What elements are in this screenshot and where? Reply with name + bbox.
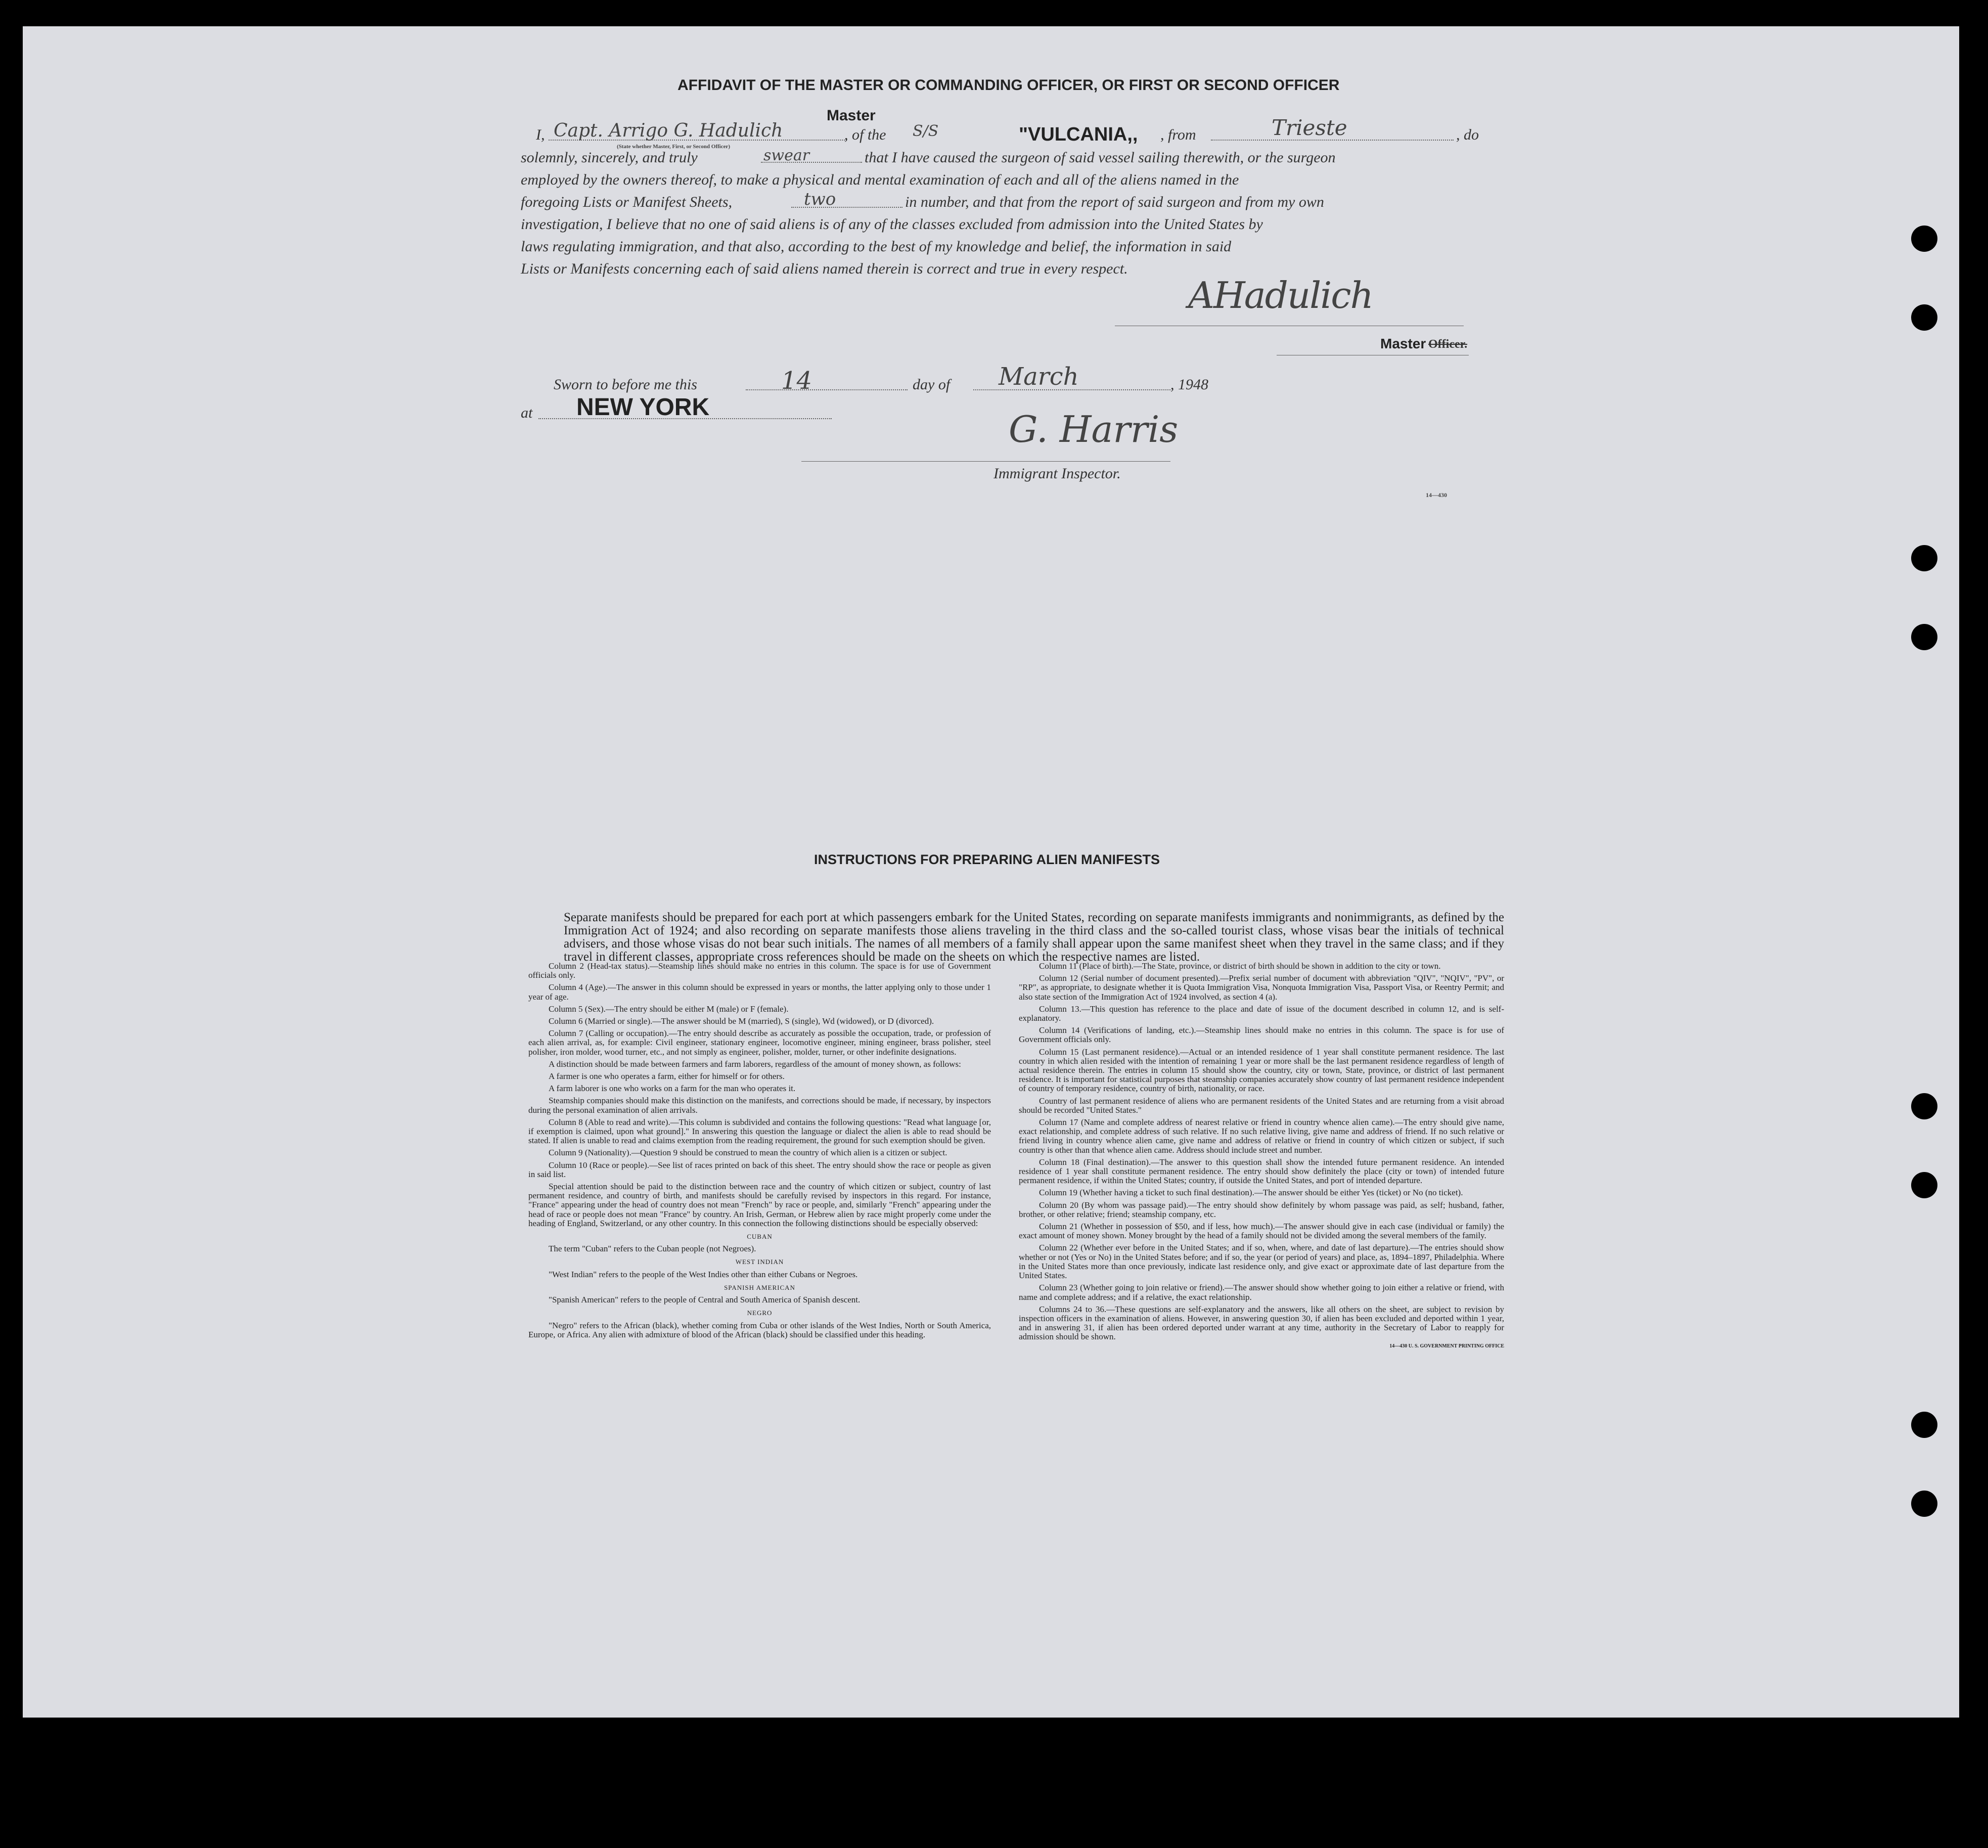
column-7-farmer: A farmer is one who operates a farm, either for himself or for others. <box>549 1071 785 1081</box>
form-number: 14—430 <box>1426 491 1447 499</box>
text-from: , from <box>1160 126 1196 143</box>
column-6-note: Column 6 (Married or single).—The answer should be M (married), S (single), Wd (widowed), or D (divorced). <box>549 1016 934 1026</box>
signer-title-officer: Officer. <box>1428 338 1468 351</box>
text-of-the: , of the <box>844 126 886 143</box>
vessel-type: S/S <box>913 122 939 140</box>
sworn-place: NEW YORK <box>576 394 710 421</box>
column-21-note: Column 21 (Whether in possession of $50, and if less, how much).—The answer should give in each case (individual or family) the exact amount of money shown. Money brought by the head of a family should not be divided among the several members of the family. <box>1019 1222 1504 1241</box>
west-indian-note: "West Indian" refers to the people of the West Indies other than either Cubans or Negroes. <box>549 1269 858 1279</box>
binder-hole <box>1911 1412 1937 1438</box>
binder-hole <box>1911 624 1937 650</box>
instructions-right-column <box>1019 962 1504 1351</box>
column-9-note: Column 9 (Nationality).—Question 9 should be construed to mean the country of which alien is a citizen or subject. <box>549 1148 947 1158</box>
sheet-count: two <box>804 189 836 209</box>
binder-hole <box>1911 1172 1937 1198</box>
inspector-signature: G. Harris <box>1009 408 1179 450</box>
instructions-intro: Separate manifests should be prepared for each port at which passengers embark for the United States, recording on separate manifests immigrants and nonimmigrants, as defined by the Immigration Act of 1924; and also recording on separate manifests those aliens traveling in the third class and the so-called tourist class, whose visas bear the initials of technical advisers, and those whose visas do not bear such initials. The names of all members of a family shall appear upon the same manifest sheet when they travel in the same class; and if they travel in different classes, appropriate cross references should be made on the sheets on which the respective names are listed. <box>564 911 1504 964</box>
column-10-attention: Special attention should be paid to the distinction between race and the country of which citizen or subject, country of last permanent residence, and country of birth, and manifests should be carefully revised by inspectors in this regard. For instance, "France" appearing under the head of country does not mean "French" by race or people, and, similarly "French" appearing under the head of race or people does not mean "France" by country. An Irish, German, or Hebrew alien by race might properly come under the heading of England, Switzerland, or any other country. In this connection the following distinctions should be especially observed: <box>528 1182 991 1228</box>
instructions-title: INSTRUCTIONS FOR PREPARING ALIEN MANIFESTS <box>814 852 1160 867</box>
heading-west-indian: WEST INDIAN <box>735 1258 784 1266</box>
text-line2: that I have caused the surgeon of said vessel sailing therewith, or the surgeon <box>865 149 1336 166</box>
text-i: I, <box>536 126 545 143</box>
heading-cuban: CUBAN <box>747 1233 773 1241</box>
column-4-note: Column 4 (Age).—The answer in this column should be expressed in years or months, the latter applying only to those under 1 year of age. <box>528 982 991 1002</box>
column-13-note: Column 13.—This question has reference to the place and date of issue of the document described in column 12, and is self-explanatory. <box>1019 1004 1504 1023</box>
heading-spanish-american: SPANISH AMERICAN <box>724 1283 795 1291</box>
text-line3: employed by the owners thereof, to make a physical and mental examination of each and all of the aliens named in the <box>521 171 1239 188</box>
column-7-note: Column 7 (Calling or occupation).—The entry should describe as accurately as possible the occupation, trade, or profession of each alien arrival, as, for example: Civil engineer, stationary engineer, locomotive engineer, mining engineer, brass polisher, steel polisher, iron molder, wood turner, etc., and not simply as engineer, polisher, molder, turner, or other indefinite designations. <box>528 1028 991 1057</box>
affidavit-title: AFFIDAVIT OF THE MASTER OR COMMANDING OFFICER, OR FIRST OR SECOND OFFICER <box>677 77 1340 94</box>
heading-negro: NEGRO <box>747 1309 773 1317</box>
column-8-note: Column 8 (Able to read and write).—This column is subdivided and contains the following questions: "Read what language [or, if exemption is claimed, upon what ground]." In answering this question the language or dialect the alien is able to read should be stated. If alien is unable to read and claims exemption from the reading requirement, the ground for such exemption should be given. <box>528 1117 991 1146</box>
column-2-note: Column 2 (Head-tax status).—Steamship lines should make no entries in this column. The space is for use of Government officials only. <box>528 961 991 980</box>
text-line7: Lists or Manifests concerning each of said aliens named therein is correct and true in every respect. <box>521 260 1128 277</box>
text-line4a: foregoing Lists or Manifest Sheets, <box>521 194 733 210</box>
binder-hole <box>1911 1491 1937 1517</box>
printing-office-footer: 14—430 U. S. GOVERNMENT PRINTING OFFICE <box>1389 1343 1504 1349</box>
document-page <box>23 26 1959 1718</box>
column-12-note: Column 12 (Serial number of document presented).—Prefix serial number of document with abbreviation "QIV", "NQIV", "PV", or "RP", as appropriate, to designate whether it is Quota Immigration Visa, Nonquota Immigration Visa, Passport Visa, or Reentry Permit; and also state section of the Immigration Act of 1924 involved, as section 4 (a). <box>1019 973 1504 1002</box>
spanish-american-note: "Spanish American" refers to the people of Central and South America of Spanish descent. <box>549 1295 861 1305</box>
column-11-note: Column 11 (Place of birth).—The State, province, or district of birth should be shown in addition to the city or town. <box>1039 961 1441 971</box>
swear-word: swear <box>763 147 810 164</box>
instructions-left-column <box>528 962 991 1342</box>
departure-port: Trieste <box>1272 115 1347 140</box>
text-at: at <box>521 404 533 421</box>
sworn-year: , 1948 <box>1170 376 1208 393</box>
rank-note: (State whether Master, First, or Second Officer) <box>617 144 731 150</box>
column-18-note: Column 18 (Final destination).—The answer to this question shall show the intended future permanent residence. An intended residence of 1 year shall constitute permanent residence. The entry should show definitely the place (city or town) of intended future permanent residence, if within the United States; country, if outside the United States, and port of intended departure. <box>1019 1157 1504 1186</box>
column-7-distinction: A distinction should be made between farmers and farm laborers, regardless of the amount of money shown, as follows: <box>549 1059 961 1069</box>
master-stamp: Master <box>827 107 876 124</box>
sworn-month: March <box>999 363 1079 391</box>
column-14-note: Column 14 (Verifications of landing, etc.).—Steamship lines should make no entries in this column. The space is for use of Government officials only. <box>1019 1025 1504 1045</box>
text-day-of: day of <box>913 376 951 393</box>
binder-hole <box>1911 304 1937 331</box>
column-20-note: Column 20 (By whom was passage paid).—The entry should show definitely by whom passage was paid, as self; husband, father, brother, or other relative; friend; steamship company, etc. <box>1019 1200 1504 1219</box>
text-sworn: Sworn to before me this <box>554 376 697 393</box>
column-15-us-note: Country of last permanent residence of aliens who are permanent residents of the United States and are returning from a visit abroad should be recorded "United States." <box>1019 1096 1504 1115</box>
text-do: , do <box>1456 126 1479 143</box>
master-signature: AHadulich <box>1188 274 1373 317</box>
text-line5: investigation, I believe that no one of said aliens is of any of the classes excluded from admission into the United States by <box>521 216 1263 233</box>
sworn-day: 14 <box>781 367 812 395</box>
text-line6: laws regulating immigration, and that also, according to the best of my knowledge and belief, the information in said <box>521 238 1232 255</box>
column-5-note: Column 5 (Sex).—The entry should be either M (male) or F (female). <box>549 1004 789 1014</box>
cuban-note: The term "Cuban" refers to the Cuban people (not Negroes). <box>549 1244 756 1254</box>
vessel-name: "VULCANIA,, <box>1019 124 1138 145</box>
binder-hole <box>1911 545 1937 571</box>
column-10-note: Column 10 (Race or people).—See list of races printed on back of this sheet. The entry should show the race or people as given in said list. <box>528 1160 991 1179</box>
column-19-note: Column 19 (Whether having a ticket to such final destination).—The answer should be either Yes (ticket) or No (no ticket). <box>1039 1188 1463 1198</box>
columns-24-36-note: Columns 24 to 36.—These questions are self-explanatory and the answers, like all others on the sheet, are subject to revision by inspection officers in the examination of aliens. However, in answering question 30, if alien has been excluded and deported within 1 year, and in answering 31, if alien has been ordered deported under warrant at any time, authority in the Secretary of Labor to reapply for admission should be shown. <box>1019 1304 1504 1342</box>
column-7-laborer: A farm laborer is one who works on a farm for the man who operates it. <box>549 1084 796 1094</box>
column-22-note: Column 22 (Whether ever before in the United States; and if so, when, where, and date of last departure).—The entries should show whether or not (Yes or No) in the United States before; and if so, the year (or period of years) and place, as, 1894–1897, Philadelphia. Where in the United States more than once previously, indicate last residence only, and give exact or approximate date of last departure from the United States. <box>1019 1243 1504 1281</box>
master-name: Capt. Arrigo G. Hadulich <box>554 120 783 141</box>
text-solemnly: solemnly, sincerely, and truly <box>521 149 698 166</box>
binder-hole <box>1911 1093 1937 1119</box>
text-line4b: in number, and that from the report of said surgeon and from my own <box>905 194 1324 210</box>
binder-hole <box>1911 226 1937 252</box>
inspector-label: Immigrant Inspector. <box>993 465 1121 482</box>
negro-note: "Negro" refers to the African (black), whether coming from Cuba or other islands of the West Indies, North or South America, Europe, or Africa. Any alien with admixture of blood of the African (black) should be classified under this heading. <box>528 1320 991 1339</box>
column-23-note: Column 23 (Whether going to join relative or friend).—The answer should show whether going to join either a relative or friend, with name and complete address; and if a relative, the exact relationship. <box>1019 1283 1504 1302</box>
signer-title-master: Master <box>1380 336 1426 351</box>
column-15-note: Column 15 (Last permanent residence).—Actual or an intended residence of 1 year shall constitute permanent residence. The last country in which alien resided with the intention of remaining 1 year or more shall be the last permanent residence regardless of length of actual residence therein. The entries in column 15 should show the country, city or town, State, province, or district of last permanent residence. It is important for statistical purposes that steamship companies accurately show country of last permanent residence independent of country of temporary residence, country of birth, nationality, or race. <box>1019 1047 1504 1094</box>
column-17-note: Column 17 (Name and complete address of nearest relative or friend in country whence alien came).—The entry should give name, exact relationship, and complete address of such relative. If no such relative living, give name and address of friend. If no such relative or friend living in country whence alien came, give name and address of relative or friend in country of which citizen or subject, if such country is other than that whence alien came. Address should include street and number. <box>1019 1117 1504 1155</box>
column-7-steamship: Steamship companies should make this distinction on the manifests, and corrections should be made, if necessary, by inspectors during the personal examination of alien arrivals. <box>528 1096 991 1115</box>
